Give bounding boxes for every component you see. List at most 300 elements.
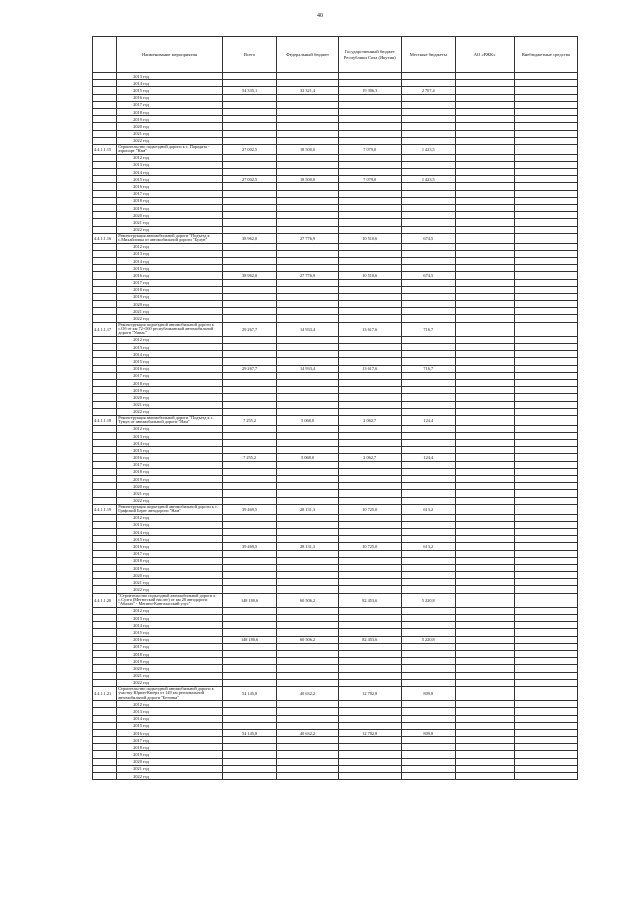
year-label: 2018 год [117,557,222,564]
year-row [93,643,578,650]
year-value-cell [222,579,277,586]
year-value-cell [222,586,277,593]
year-value-cell [338,137,401,144]
year-value-cell [514,521,577,528]
year-value-cell: 19 306,3 [338,87,401,94]
year-value-cell [514,87,577,94]
year-value-cell [277,658,338,665]
year-value-cell [222,643,277,650]
year-value-cell [401,658,455,665]
project-total-cell: 5 220,8 [401,593,455,607]
year-label: 2017 год [117,279,222,286]
year-value-cell [514,344,577,351]
year-value-cell [514,672,577,679]
year-value-cell [277,336,338,343]
year-label: 2015 год [117,536,222,543]
year-row [93,226,578,233]
year-value-cell [455,401,514,408]
year-value-cell [401,536,455,543]
year-value-cell [455,744,514,751]
year-label: 2013 год [117,708,222,715]
year-code-cell [93,408,117,415]
year-value-cell [514,205,577,212]
year-value-cell [455,447,514,454]
header-republic-budget: Государственный бюджет Республики Саха (Якутия) [338,37,401,73]
year-value-cell [514,176,577,183]
year-value-cell [222,461,277,468]
year-value-cell [222,219,277,226]
year-row [93,190,578,197]
project-total-cell [455,415,514,425]
year-value-cell: 38 962,0 [222,272,277,279]
year-value-cell [514,722,577,729]
year-value-cell [514,336,577,343]
year-value-cell [338,483,401,490]
year-label: 2022 год [117,226,222,233]
year-value-cell [222,344,277,351]
year-code-cell [93,358,117,365]
year-value-cell [338,622,401,629]
year-label: 2021 год [117,401,222,408]
year-value-cell [514,358,577,365]
year-code-cell [93,447,117,454]
year-value-cell [401,665,455,672]
year-row [93,615,578,622]
year-label: 2014 год [117,169,222,176]
year-code-cell [93,528,117,535]
year-value-cell [277,401,338,408]
year-value-cell [514,80,577,87]
year-value-cell [338,557,401,564]
year-row [93,154,578,161]
year-code-cell [93,272,117,279]
year-value-cell [514,751,577,758]
year-code-cell [93,379,117,386]
year-code-cell [93,315,117,322]
year-value-cell: 82 453,6 [338,636,401,643]
year-label: 2021 год [117,765,222,772]
year-value-cell [277,219,338,226]
year-row [93,708,578,715]
year-value-cell [338,401,401,408]
year-row [93,490,578,497]
project-code: 4.4.1.1.19 [93,504,117,514]
year-value-cell [338,73,401,80]
year-label: 2022 год [117,137,222,144]
year-value-cell [455,293,514,300]
year-value-cell [401,425,455,432]
year-row [93,169,578,176]
year-row [93,80,578,87]
year-value-cell [338,130,401,137]
year-value-cell [222,521,277,528]
year-value-cell [338,461,401,468]
project-total-cell: 10 510,6 [338,233,401,243]
project-total-cell [514,504,577,514]
project-total-cell: 18 500,0 [277,144,338,154]
year-value-cell [401,301,455,308]
year-value-cell [514,758,577,765]
year-value-cell [338,629,401,636]
year-value-cell [277,394,338,401]
year-code-cell [93,387,117,394]
year-value-cell [514,408,577,415]
year-value-cell: 5 220,8 [401,636,455,643]
year-label: 2017 год [117,550,222,557]
year-value-cell [514,447,577,454]
year-row [93,497,578,504]
year-value-cell [222,336,277,343]
year-value-cell [222,205,277,212]
project-total-cell [514,144,577,154]
project-row [93,415,578,425]
project-total-cell: 40 632,2 [277,686,338,700]
year-value-cell [455,250,514,257]
year-value-cell [277,586,338,593]
year-code-cell [93,708,117,715]
year-value-cell [514,183,577,190]
year-value-cell [401,190,455,197]
year-value-cell [222,447,277,454]
project-total-cell: 809,8 [401,686,455,700]
project-total-cell: 27 002,5 [222,144,277,154]
year-value-cell [338,572,401,579]
year-label: 2021 год [117,219,222,226]
year-value-cell [401,461,455,468]
year-value-cell [514,715,577,722]
year-value-cell [401,226,455,233]
project-code: 4.4.1.1.21 [93,686,117,700]
year-row [93,579,578,586]
year-value-cell [401,101,455,108]
year-value-cell [222,622,277,629]
year-value-cell [455,205,514,212]
year-value-cell [222,358,277,365]
year-value-cell [401,773,455,780]
project-total-cell: 7 255,2 [222,415,277,425]
year-value-cell [277,440,338,447]
year-value-cell [222,116,277,123]
year-label: 2014 год [117,440,222,447]
year-value-cell [277,301,338,308]
year-value-cell [222,94,277,101]
year-value-cell [338,432,401,439]
year-value-cell: 5 068,0 [277,454,338,461]
year-value-cell [277,432,338,439]
year-value-cell [514,101,577,108]
year-value-cell [277,497,338,504]
year-value-cell: 29 267,7 [222,365,277,372]
project-code: 4.4.1.1.17 [93,322,117,336]
year-code-cell [93,572,117,579]
year-code-cell [93,80,117,87]
year-value-cell [455,672,514,679]
year-value-cell [514,250,577,257]
year-value-cell [277,250,338,257]
year-label: 2019 год [117,564,222,571]
year-value-cell [222,197,277,204]
year-code-cell [93,257,117,264]
year-label: 2019 год [117,293,222,300]
year-label: 2016 год [117,94,222,101]
header-extrabudgetary: Внебюджетные средства [514,37,577,73]
year-label: 2013 год [117,73,222,80]
year-value-cell [401,447,455,454]
year-value-cell [222,658,277,665]
year-value-cell [514,461,577,468]
year-value-cell [455,336,514,343]
year-value-cell [401,679,455,686]
year-value-cell [455,394,514,401]
year-value-cell: 32 321,4 [277,87,338,94]
year-value-cell [514,643,577,650]
year-value-cell [338,80,401,87]
year-label: 2016 год [117,636,222,643]
project-code: 4.4.1.1.18 [93,415,117,425]
year-row [93,629,578,636]
year-value-cell [455,257,514,264]
year-value-cell [455,137,514,144]
year-value-cell [401,476,455,483]
year-value-cell [338,387,401,394]
year-value-cell [338,183,401,190]
year-row [93,586,578,593]
year-label: 2015 год [117,87,222,94]
year-code-cell [93,286,117,293]
year-value-cell [401,137,455,144]
project-name: Реконструкция подъездной автомобильной дороги к с. Графский Берег автодороги "Нам" [117,504,222,514]
year-row [93,672,578,679]
year-value-cell [514,394,577,401]
project-row [93,144,578,154]
year-value-cell [277,701,338,708]
year-value-cell [277,447,338,454]
year-code-cell [93,130,117,137]
year-value-cell [514,365,577,372]
project-name: Реконструкция подъездной автомобильной дороги к с.Об от км 72+560 республиканской автомобильной дороги "Умнас" [117,322,222,336]
project-total-cell [514,686,577,700]
year-value-cell [222,564,277,571]
year-value-cell [455,154,514,161]
year-value-cell [277,372,338,379]
year-value-cell [401,586,455,593]
year-value-cell [338,308,401,315]
year-value-cell [455,586,514,593]
year-value-cell [401,715,455,722]
year-label: 2016 год [117,729,222,736]
year-value-cell [401,130,455,137]
year-value-cell [455,379,514,386]
year-label: 2015 год [117,265,222,272]
year-value-cell [401,387,455,394]
year-value-cell [338,123,401,130]
year-label: 2017 год [117,643,222,650]
year-value-cell [514,293,577,300]
project-total-cell: 28 131,3 [277,504,338,514]
year-row [93,550,578,557]
year-value-cell [455,658,514,665]
year-value-cell [338,658,401,665]
year-value-cell [401,336,455,343]
year-value-cell [455,773,514,780]
year-value-cell [455,528,514,535]
year-value-cell [514,729,577,736]
year-label: 2014 год [117,715,222,722]
year-code-cell [93,543,117,550]
year-value-cell [222,483,277,490]
year-value-cell [455,461,514,468]
year-value-cell [514,550,577,557]
year-value-cell [514,528,577,535]
year-value-cell [514,401,577,408]
year-value-cell [514,212,577,219]
year-value-cell [277,358,338,365]
year-value-cell [455,315,514,322]
project-total-cell: 13 617,6 [338,322,401,336]
year-value-cell [514,572,577,579]
year-label: 2022 год [117,315,222,322]
year-value-cell [338,197,401,204]
year-row [93,351,578,358]
year-value-cell [514,497,577,504]
year-code-cell [93,425,117,432]
year-value-cell [455,265,514,272]
year-value-cell [455,607,514,614]
project-total-cell: 7 079,0 [338,144,401,154]
year-value-cell: 716,7 [401,365,455,372]
year-value-cell [455,751,514,758]
year-code-cell [93,658,117,665]
year-label: 2013 год [117,250,222,257]
project-total-cell [455,233,514,243]
year-value-cell [277,379,338,386]
year-label: 2016 год [117,272,222,279]
year-value-cell [338,476,401,483]
year-value-cell [514,351,577,358]
year-value-cell [222,212,277,219]
year-value-cell [401,358,455,365]
year-value-cell [277,279,338,286]
year-value-cell [401,557,455,564]
year-value-cell: 10 510,6 [338,272,401,279]
project-row [93,233,578,243]
year-label: 2022 год [117,773,222,780]
year-value-cell [401,379,455,386]
year-value-cell [222,737,277,744]
year-value-cell [222,130,277,137]
year-value-cell [222,744,277,751]
year-value-cell: 39 469,5 [222,543,277,550]
year-value-cell [455,408,514,415]
year-label: 2012 год [117,154,222,161]
year-value-cell [277,226,338,233]
year-code-cell [93,116,117,123]
project-total-cell: 29 267,7 [222,322,277,336]
year-value-cell [401,219,455,226]
year-code-cell [93,701,117,708]
year-value-cell [277,80,338,87]
year-value-cell [455,219,514,226]
year-code-cell [93,372,117,379]
year-value-cell [514,108,577,115]
year-label: 2021 год [117,579,222,586]
header-rzhk: АО «РЖК» [455,37,514,73]
year-value-cell [455,212,514,219]
year-value-cell [514,272,577,279]
year-value-cell [401,765,455,772]
year-value-cell [455,643,514,650]
year-row [93,94,578,101]
year-label: 2015 год [117,176,222,183]
year-value-cell [338,425,401,432]
year-code-cell [93,629,117,636]
page-number: 40 [317,13,323,19]
year-code-cell [93,651,117,658]
year-row [93,219,578,226]
year-code-cell [93,394,117,401]
year-row [93,440,578,447]
year-value-cell [338,394,401,401]
year-value-cell [277,490,338,497]
year-value-cell [277,94,338,101]
year-value-cell [222,440,277,447]
year-row [93,272,578,279]
year-value-cell [222,572,277,579]
year-value-cell [222,514,277,521]
year-value-cell [277,205,338,212]
year-value-cell [455,651,514,658]
year-value-cell [222,394,277,401]
year-label: 2012 год [117,701,222,708]
year-code-cell [93,536,117,543]
year-value-cell [401,440,455,447]
year-value-cell [277,169,338,176]
year-code-cell [93,108,117,115]
year-value-cell [401,94,455,101]
year-label: 2018 год [117,108,222,115]
year-label: 2015 год [117,358,222,365]
year-value-cell [277,265,338,272]
year-value-cell [338,219,401,226]
year-code-cell [93,365,117,372]
year-value-cell [222,226,277,233]
year-value-cell [338,351,401,358]
year-row [93,257,578,264]
year-value-cell [401,629,455,636]
project-total-cell: 38 962,0 [222,233,277,243]
year-row [93,243,578,250]
year-value-cell [338,279,401,286]
year-value-cell [222,751,277,758]
year-row [93,387,578,394]
year-value-cell [455,344,514,351]
year-value-cell [338,372,401,379]
year-value-cell [222,557,277,564]
year-value-cell [401,579,455,586]
year-row [93,514,578,521]
year-value-cell [401,615,455,622]
year-value-cell [222,401,277,408]
year-value-cell [514,265,577,272]
year-value-cell [277,665,338,672]
year-row [93,651,578,658]
year-value-cell [277,572,338,579]
year-value-cell [401,701,455,708]
year-label: 2013 год [117,432,222,439]
year-value-cell [277,708,338,715]
year-value-cell [455,765,514,772]
year-value-cell [455,454,514,461]
